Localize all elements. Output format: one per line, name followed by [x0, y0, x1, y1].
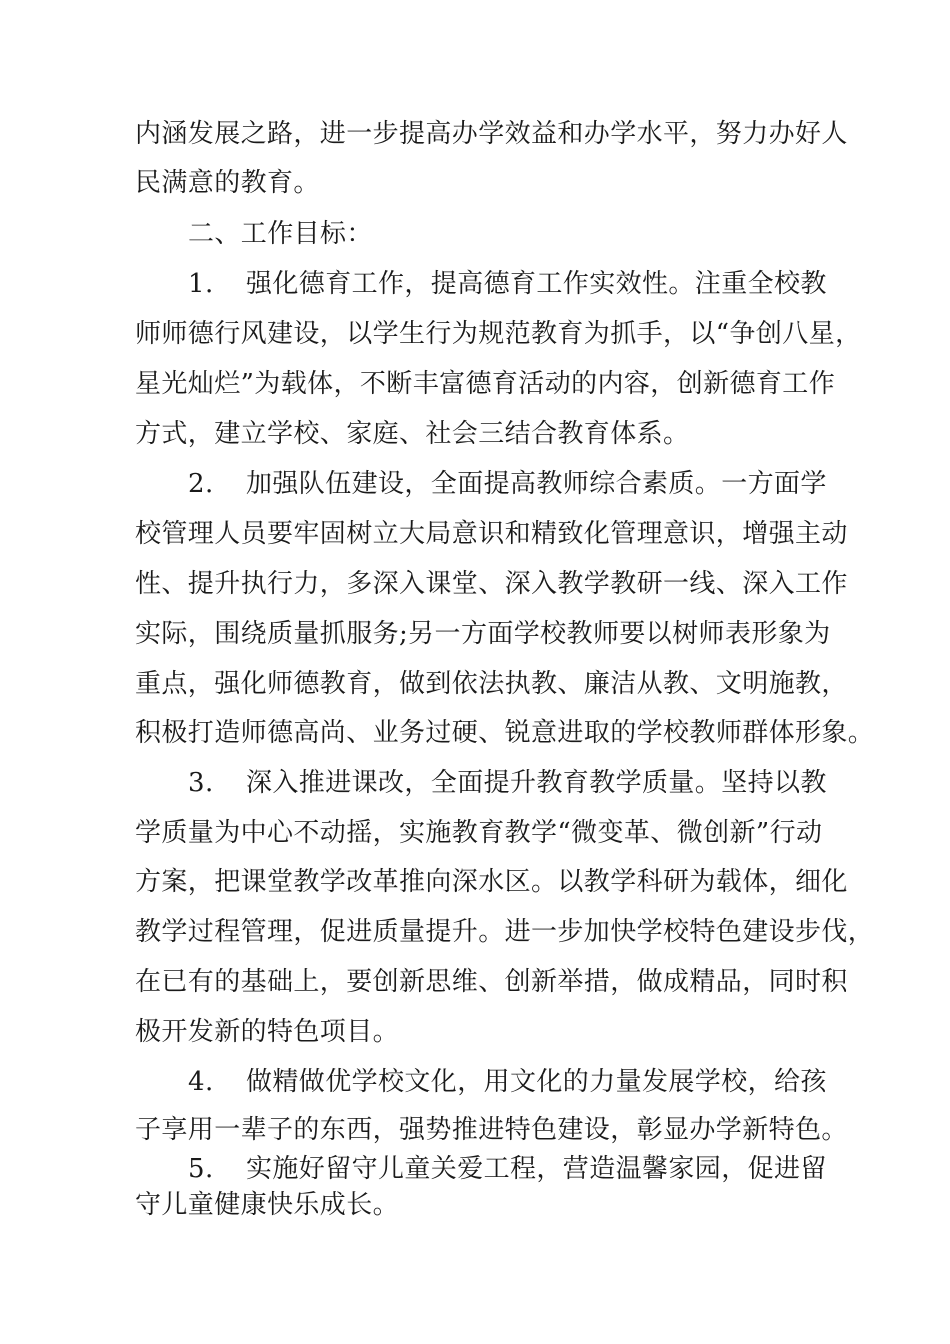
item-1-first-line [188, 268, 827, 300]
item-3-text: 深入推进课改，全面提升教育教学质量。坚持以教 [246, 768, 827, 798]
item-3-line-3: 方案，把课堂教学改革推向深水区。以教学科研为载体，细化 [135, 867, 848, 897]
item-5-first-line [188, 1153, 827, 1185]
item-5-number: 5. [188, 1154, 214, 1184]
item-3-line-6: 极开发新的特色项目。 [135, 1017, 400, 1047]
item-1-line-4: 方式，建立学校、家庭、社会三结合教育体系。 [135, 419, 690, 449]
item-2-text: 加强队伍建设，全面提高教师综合素质。一方面学 [246, 469, 827, 499]
item-4-number: 4. [188, 1067, 214, 1097]
section-heading: 二、工作目标： [188, 219, 373, 249]
item-2-line-3: 性、提升执行力，多深入课堂、深入教学教研一线、深入工作 [135, 569, 848, 599]
item-5-text: 实施好留守儿童关爱工程，营造温馨家园，促进留 [246, 1154, 827, 1184]
item-4-text: 做精做优学校文化，用文化的力量发展学校，给孩 [246, 1067, 827, 1097]
item-2-first-line [188, 468, 827, 500]
item-3-line-4: 教学过程管理，促进质量提升。进一步加快学校特色建设步伐， [135, 917, 875, 947]
item-2-line-6: 积极打造师德高尚、业务过硬、锐意进取的学校教师群体形象。 [135, 718, 875, 748]
intro-line-1: 内涵发展之路，进一步提高办学效益和办学水平，努力办好人 [135, 119, 848, 149]
item-1-line-2: 师师德行风建设，以学生行为规范教育为抓手，以“争创八星， [135, 319, 862, 349]
item-2-line-4: 实际，围绕质量抓服务;另一方面学校教师要以树师表形象为 [135, 619, 831, 649]
item-3-line-5: 在已有的基础上，要创新思维、创新举措，做成精品，同时积 [135, 967, 848, 997]
item-2-number: 2. [188, 469, 214, 499]
intro-line-2: 民满意的教育。 [135, 168, 320, 198]
item-1-text: 强化德育工作，提高德育工作实效性。注重全校教 [246, 269, 827, 299]
item-2-line-5: 重点，强化师德教育，做到依法执教、廉洁从教、文明施教， [135, 669, 848, 699]
item-2-line-2: 校管理人员要牢固树立大局意识和精致化管理意识，增强主动 [135, 519, 848, 549]
item-1-line-3: 星光灿烂”为载体，不断丰富德育活动的内容，创新德育工作 [135, 369, 836, 399]
item-5-line-2: 守儿童健康快乐成长。 [135, 1190, 400, 1220]
item-1-number: 1. [188, 269, 214, 299]
item-4-line-2: 子享用一辈子的东西，强势推进特色建设，彰显办学新特色。 [135, 1115, 848, 1145]
item-3-line-2: 学质量为中心不动摇，实施教育教学“微变革、微创新”行动 [135, 818, 823, 848]
item-3-number: 3. [188, 768, 214, 798]
item-4-first-line [188, 1066, 827, 1098]
item-3-first-line [188, 767, 827, 799]
